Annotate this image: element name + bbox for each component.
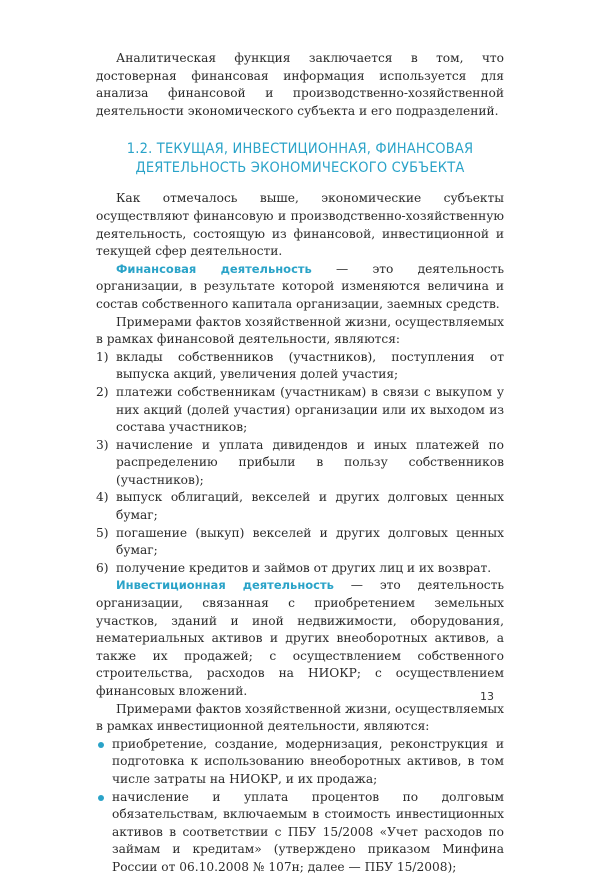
list-item-text: платежи собственникам (участникам) в связи с выкупом у них акций (долей участия) организации или их выходом из состава участников; [116, 384, 504, 435]
list-item [96, 349, 504, 384]
list-item-text: начисление и уплата дивидендов и иных платежей по распределению прибыли в пользу собственников (участников); [116, 437, 504, 487]
term-investment: Инвестиционная деятельность [116, 578, 334, 593]
paragraph-financial-definition [96, 261, 504, 314]
list-item-text: приобретение, создание, модернизация, реконструкция и подготовка к использованию внеоборотных активов, в том числе затраты на НИОКР, и их продажа; [112, 736, 504, 786]
section-heading [96, 140, 504, 178]
list-item [96, 525, 504, 560]
list-item [96, 489, 504, 524]
bullet-icon [98, 795, 104, 801]
paragraph-overview: Как отмечалось выше, экономические субъекты осуществляют финансовую и производственно-хозяйственную деятельность, состоящую из финансовой, инвестиционной и текущей сфер деятельности. [96, 191, 504, 259]
list-item-text: выпуск облигаций, векселей и других долговых ценных бумаг; [116, 490, 504, 523]
paragraph-investment-definition [96, 577, 504, 700]
list-item-number: 1) [96, 349, 109, 364]
paragraph-financial-examples-intro: Примерами фактов хозяйственной жизни, осуществляемых в рамках финансовой деятельности, являются: [96, 314, 504, 347]
list-item-text: начисление и уплата процентов по долговым обязательствам, включаемым в стоимость инвестиционных активов в соответствии с ПБУ 15/2008 «Учет расходов по займам и кредитам» (утверждено приказом Минфина России от 06.10.2008 № 107н; далее — ПБУ 15/2008); [112, 789, 504, 874]
intro-paragraph: Аналитическая функция заключается в том, что достоверная финансовая информация используется для анализа финансовой и производственно-хозяйственной деятельности экономического субъекта и его подразделений. [96, 51, 504, 118]
section-heading-line-1: 1.2. ТЕКУЩАЯ, ИНВЕСТИЦИОННАЯ, ФИНАНСОВАЯ [126, 141, 474, 158]
page-body [96, 50, 504, 877]
financial-examples-list [96, 349, 504, 578]
investment-examples-list [96, 736, 504, 877]
term-financial: Финансовая деятельность [116, 261, 312, 276]
section-heading-line-2: ДЕЯТЕЛЬНОСТЬ ЭКОНОМИЧЕСКОГО СУБЪЕКТА [135, 160, 465, 177]
list-item-number: 4) [96, 490, 109, 505]
page-number: 13 [480, 690, 494, 703]
list-item [96, 736, 504, 789]
investment-definition-text: — это деятельность организации, связанная с приобретением земельных участков, зданий и иной недвижимости, оборудования, нематериальных активов и других внеоборотных активов, а также их продажей; с осуществлением собственного строительства, расходов на НИОКР; с осуществлением финансовых вложений. [96, 578, 504, 698]
list-item-number: 5) [96, 525, 109, 540]
list-item-number: 2) [96, 384, 109, 399]
bullet-icon [98, 742, 104, 748]
list-item [96, 560, 504, 578]
list-item-text: вклады собственников (участников), поступления от выпуска акций, увеличения долей участия; [116, 349, 504, 382]
list-item-number: 3) [96, 437, 109, 452]
list-item-text: получение кредитов и займов от других лиц и их возврат. [116, 560, 492, 575]
list-item-number: 6) [96, 560, 109, 575]
list-item [96, 437, 504, 490]
list-item [96, 384, 504, 437]
list-item [96, 789, 504, 877]
paragraph-investment-examples-intro: Примерами фактов хозяйственной жизни, осуществляемых в рамках инвестиционной деятельности, являются: [96, 701, 504, 734]
financial-definition-text: — это деятельность организации, в результате которой изменяются величина и состав собственного капитала организации, заемных средств. [96, 261, 504, 311]
list-item-text: погашение (выкуп) векселей и других долговых ценных бумаг; [116, 525, 504, 558]
